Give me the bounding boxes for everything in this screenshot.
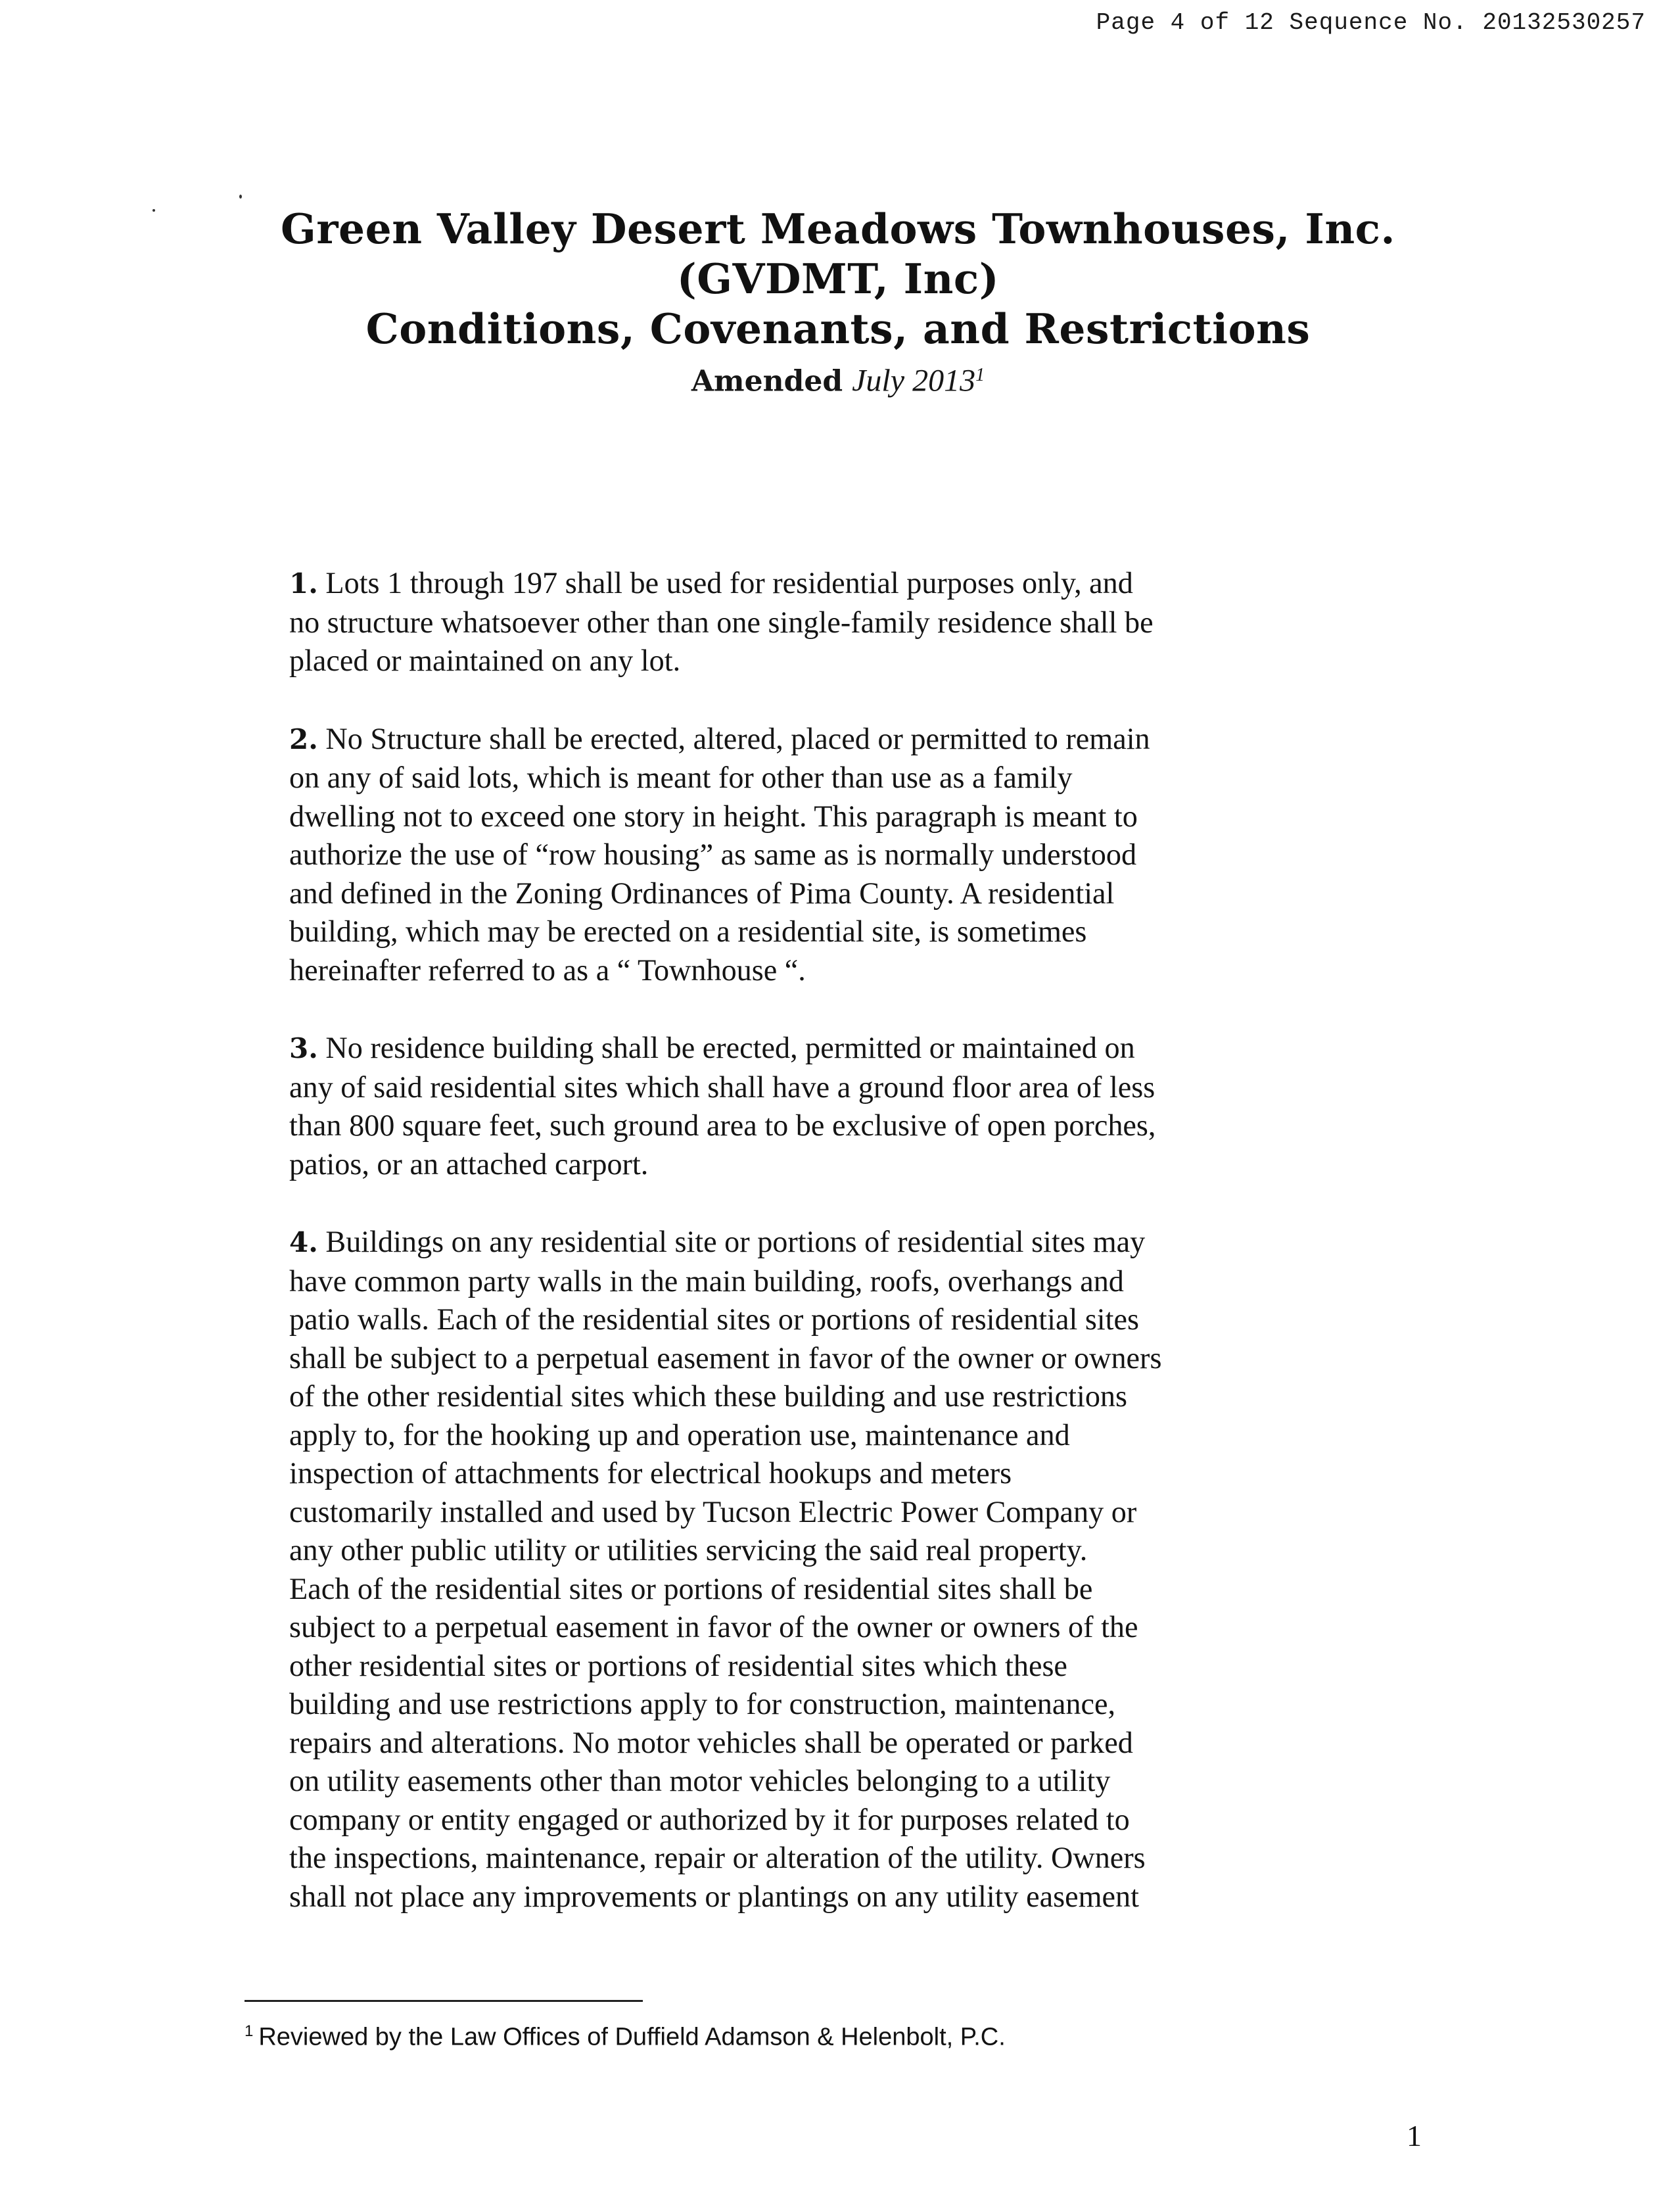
scan-speck	[152, 209, 155, 212]
covenant-paragraph-3	[289, 1029, 1433, 1183]
covenant-paragraph-2	[289, 720, 1433, 990]
footnote-text: Reviewed by the Law Offices of Duffield Adamson & Helenbolt, P.C.	[258, 2023, 1006, 2051]
paragraph-text: No Structure shall be erected, altered, placed or permitted to remain on any of said lots, which is meant for other than use as a family dwelling not to exceed one story in height. This paragraph is meant to authorize the use of “row housing” as same as is normally understood and defined in the Zoning Ordinances of Pima County. A residential building, which may be erected on a residential site, is sometimes hereinafter referred to as a “ Townhouse “.	[289, 721, 1150, 987]
amended-label: Amended	[691, 364, 843, 398]
paragraph-text: No residence building shall be erected, permitted or maintained on any of said residential sites which shall have a ground floor area of less than 800 square feet, such ground area to be exclusive of open porches, patios, or an attached carport.	[289, 1031, 1156, 1181]
covenant-paragraph-4	[289, 1223, 1433, 1916]
document-title-block	[197, 204, 1479, 401]
paragraph-number: 2.	[289, 723, 318, 755]
paragraph-number: 1.	[289, 567, 318, 600]
footnote-separator	[245, 2000, 643, 2002]
footnote	[245, 2016, 1428, 2053]
covenants-body	[289, 564, 1433, 1955]
paragraph-text: Buildings on any residential site or portions of residential sites may have common party walls in the main building, roofs, overhangs and patio walls. Each of the residential sites or portions of residential sites shall be subject to a perpetual easement in favor of the owner or owners of the other residential sites which these building and use restrictions apply to, for the hooking up and operation use, maintenance and inspection of attachments for electrical hookups and meters customarily installed and used by Tucson Electric Power Company or any other public utility or utilities servicing the said real property. Each of the residential sites or portions of residential sites shall be subject to a perpetual easement in favor of the owner or owners of the other residential sites or portions of residential sites which these building and use restrictions apply to for construction, maintenance, repairs and alterations. No motor vehicles shall be operated or parked on utility easements other than motor vehicles belonging to a utility company or entity engaged or authorized by it for purposes related to the inspections, maintenance, repair or alteration of the utility. Owners shall not place any improvements or plantings on any utility easement	[289, 1225, 1162, 1913]
covenant-paragraph-1	[289, 564, 1433, 680]
paragraph-number: 4.	[289, 1226, 318, 1258]
title-footnote-marker: 1	[975, 365, 985, 385]
paragraph-number: 3.	[289, 1032, 318, 1064]
paragraph-text: Lots 1 through 197 shall be used for residential purposes only, and no structure whatsoever other than one single-family residence shall be placed or maintained on any lot.	[289, 566, 1154, 677]
title-abbreviation: (GVDMT, Inc)	[676, 254, 1000, 303]
scan-speck	[239, 195, 242, 199]
title-company-name: Green Valley Desert Meadows Townhouses, Inc.	[281, 204, 1395, 253]
amended-date: July 2013	[852, 363, 976, 398]
page-number: 1	[1407, 2119, 1422, 2152]
footnote-marker: 1	[245, 2022, 254, 2040]
title-document-type: Conditions, Covenants, and Restrictions	[365, 304, 1311, 353]
amended-line	[197, 356, 1479, 401]
page-sequence-header: Page 4 of 12 Sequence No. 20132530257	[1096, 9, 1646, 36]
